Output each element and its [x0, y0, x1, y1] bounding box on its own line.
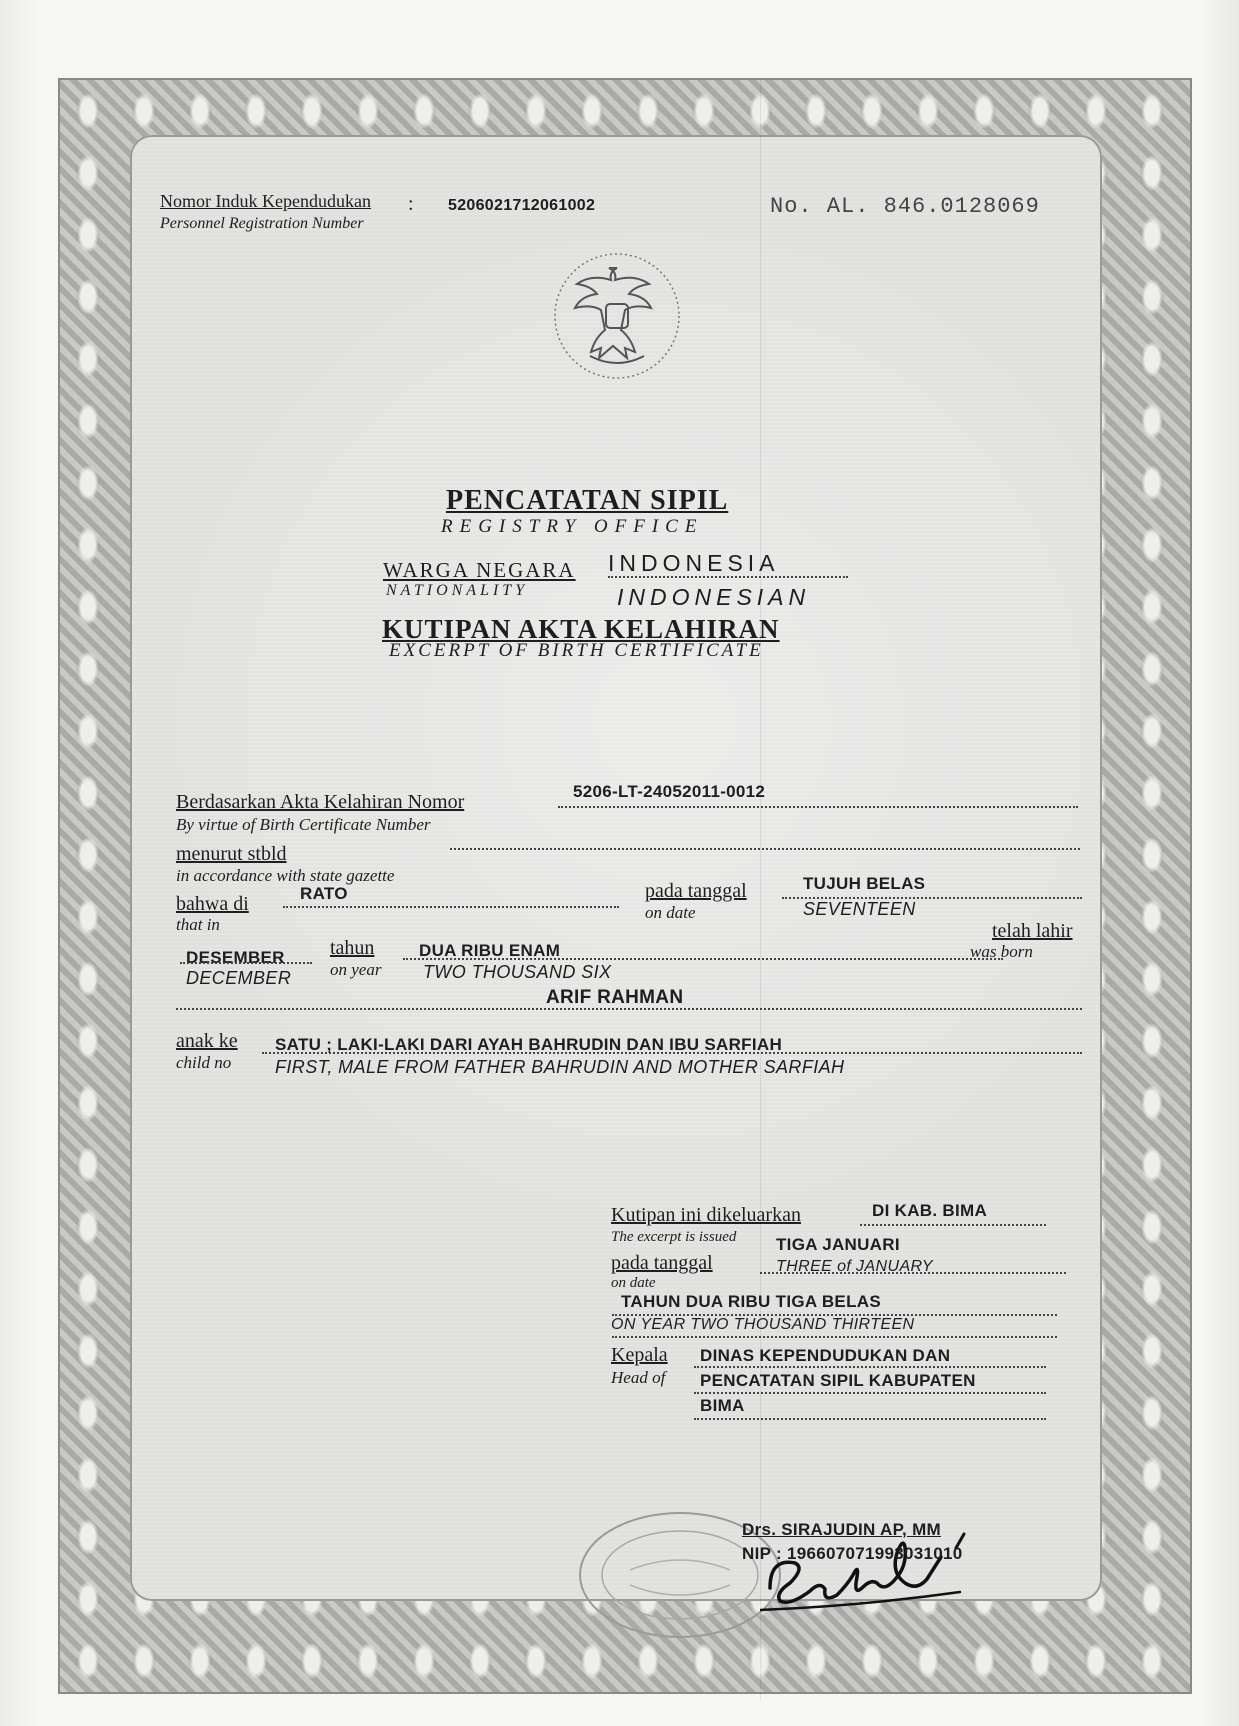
child-desc-en: FIRST, MALE FROM FATHER BAHRUDIN AND MOTHER SARFIAH	[275, 1057, 845, 1077]
stbld-dots	[450, 848, 1080, 850]
place-label: bahwa di	[176, 893, 249, 915]
date-label: pada tanggal	[645, 880, 747, 902]
place-value: RATO	[300, 884, 348, 903]
issue-date-label: pada tanggal	[611, 1252, 713, 1274]
head-label-en: Head of	[611, 1368, 666, 1387]
issue-date-value: TIGA JANUARI	[776, 1235, 900, 1254]
head-line-3: BIMA	[700, 1396, 745, 1415]
head-line-1: DINAS KEPENDUDUKAN DAN	[700, 1346, 951, 1365]
signer-name: Drs. SIRAJUDIN AP, MM	[742, 1520, 942, 1539]
place-label-en: that in	[176, 915, 220, 934]
serial-number: No. AL. 846.0128069	[770, 194, 1040, 219]
cert-no-value: 5206-LT-24052011-0012	[573, 782, 766, 801]
issued-value: DI KAB. BIMA	[872, 1201, 988, 1220]
nationality-value: INDONESIA	[608, 550, 780, 576]
issue-date-value-en: THREE of JANUARY	[776, 1258, 933, 1275]
signer-nip: NIP : 196607071993031010	[742, 1544, 963, 1563]
office-title-en: REGISTRY OFFICE	[441, 516, 704, 537]
nationality-label-en: NATIONALITY	[386, 582, 529, 599]
nik-label: Nomor Induk Kependudukan	[160, 191, 371, 211]
child-no-label-en: child no	[176, 1053, 232, 1072]
year-label-en: on year	[330, 960, 382, 979]
place-dots	[283, 906, 619, 908]
nik-value: 5206021712061002	[448, 197, 596, 214]
child-no-label: anak ke	[176, 1030, 238, 1052]
cert-no-label: Berdasarkan Akta Kelahiran Nomor	[176, 791, 465, 813]
issued-label: Kutipan ini dikeluarkan	[611, 1204, 801, 1226]
issue-year-en-dots	[612, 1336, 1057, 1338]
colon: :	[408, 193, 414, 215]
day-dots	[782, 897, 1082, 899]
issue-year-value-en: ON YEAR TWO THOUSAND THIRTEEN	[611, 1316, 915, 1333]
issued-dots	[860, 1224, 1046, 1226]
issue-date-label-en: on date	[611, 1275, 656, 1291]
cert-no-dots	[558, 806, 1078, 808]
fold-line	[760, 80, 761, 1700]
nik-label-en: Personnel Registration Number	[160, 215, 364, 232]
issued-label-en: The excerpt is issued	[611, 1229, 737, 1245]
issue-year-value: TAHUN DUA RIBU TIGA BELAS	[621, 1292, 881, 1311]
year-label: tahun	[330, 937, 375, 959]
nationality-dots	[608, 576, 848, 578]
garuda-emblem-icon	[550, 238, 685, 388]
office-title: PENCATATAN SIPIL	[446, 485, 729, 516]
child-desc: SATU ; LAKI-LAKI DARI AYAH BAHRUDIN DAN IBU SARFIAH	[275, 1035, 783, 1054]
year-value-en: TWO THOUSAND SIX	[423, 962, 612, 982]
month-dots	[180, 962, 312, 964]
signature-icon	[760, 1528, 980, 1628]
cert-no-label-en: By virtue of Birth Certificate Number	[176, 815, 431, 834]
month-value: DESEMBER	[186, 948, 285, 967]
born-label: telah lahir	[992, 920, 1073, 942]
born-label-en: was born	[970, 942, 1033, 961]
year-dots	[403, 958, 1003, 960]
stbld-label: menurut stbld	[176, 843, 287, 865]
year-value: DUA RIBU ENAM	[419, 941, 561, 960]
date-label-en: on date	[645, 903, 696, 922]
head-line-2: PENCATATAN SIPIL KABUPATEN	[700, 1371, 976, 1390]
month-value-en: DECEMBER	[186, 968, 292, 988]
child-name: ARIF RAHMAN	[546, 987, 684, 1008]
head-label: Kepala	[611, 1344, 668, 1366]
document-title-en: EXCERPT OF BIRTH CERTIFICATE	[389, 640, 764, 661]
head-line-1-dots	[694, 1366, 1046, 1368]
day-value: TUJUH BELAS	[803, 874, 926, 893]
head-line-2-dots	[694, 1392, 1046, 1394]
nationality-value-en: INDONESIAN	[617, 584, 811, 610]
nationality-label: WARGA NEGARA	[383, 558, 576, 582]
child-desc-dots	[262, 1052, 1082, 1054]
day-value-en: SEVENTEEN	[803, 899, 916, 919]
stbld-label-en: in accordance with state gazette	[176, 866, 395, 885]
document-title: KUTIPAN AKTA KELAHIRAN	[382, 614, 780, 644]
head-line-3-dots	[694, 1418, 1046, 1420]
